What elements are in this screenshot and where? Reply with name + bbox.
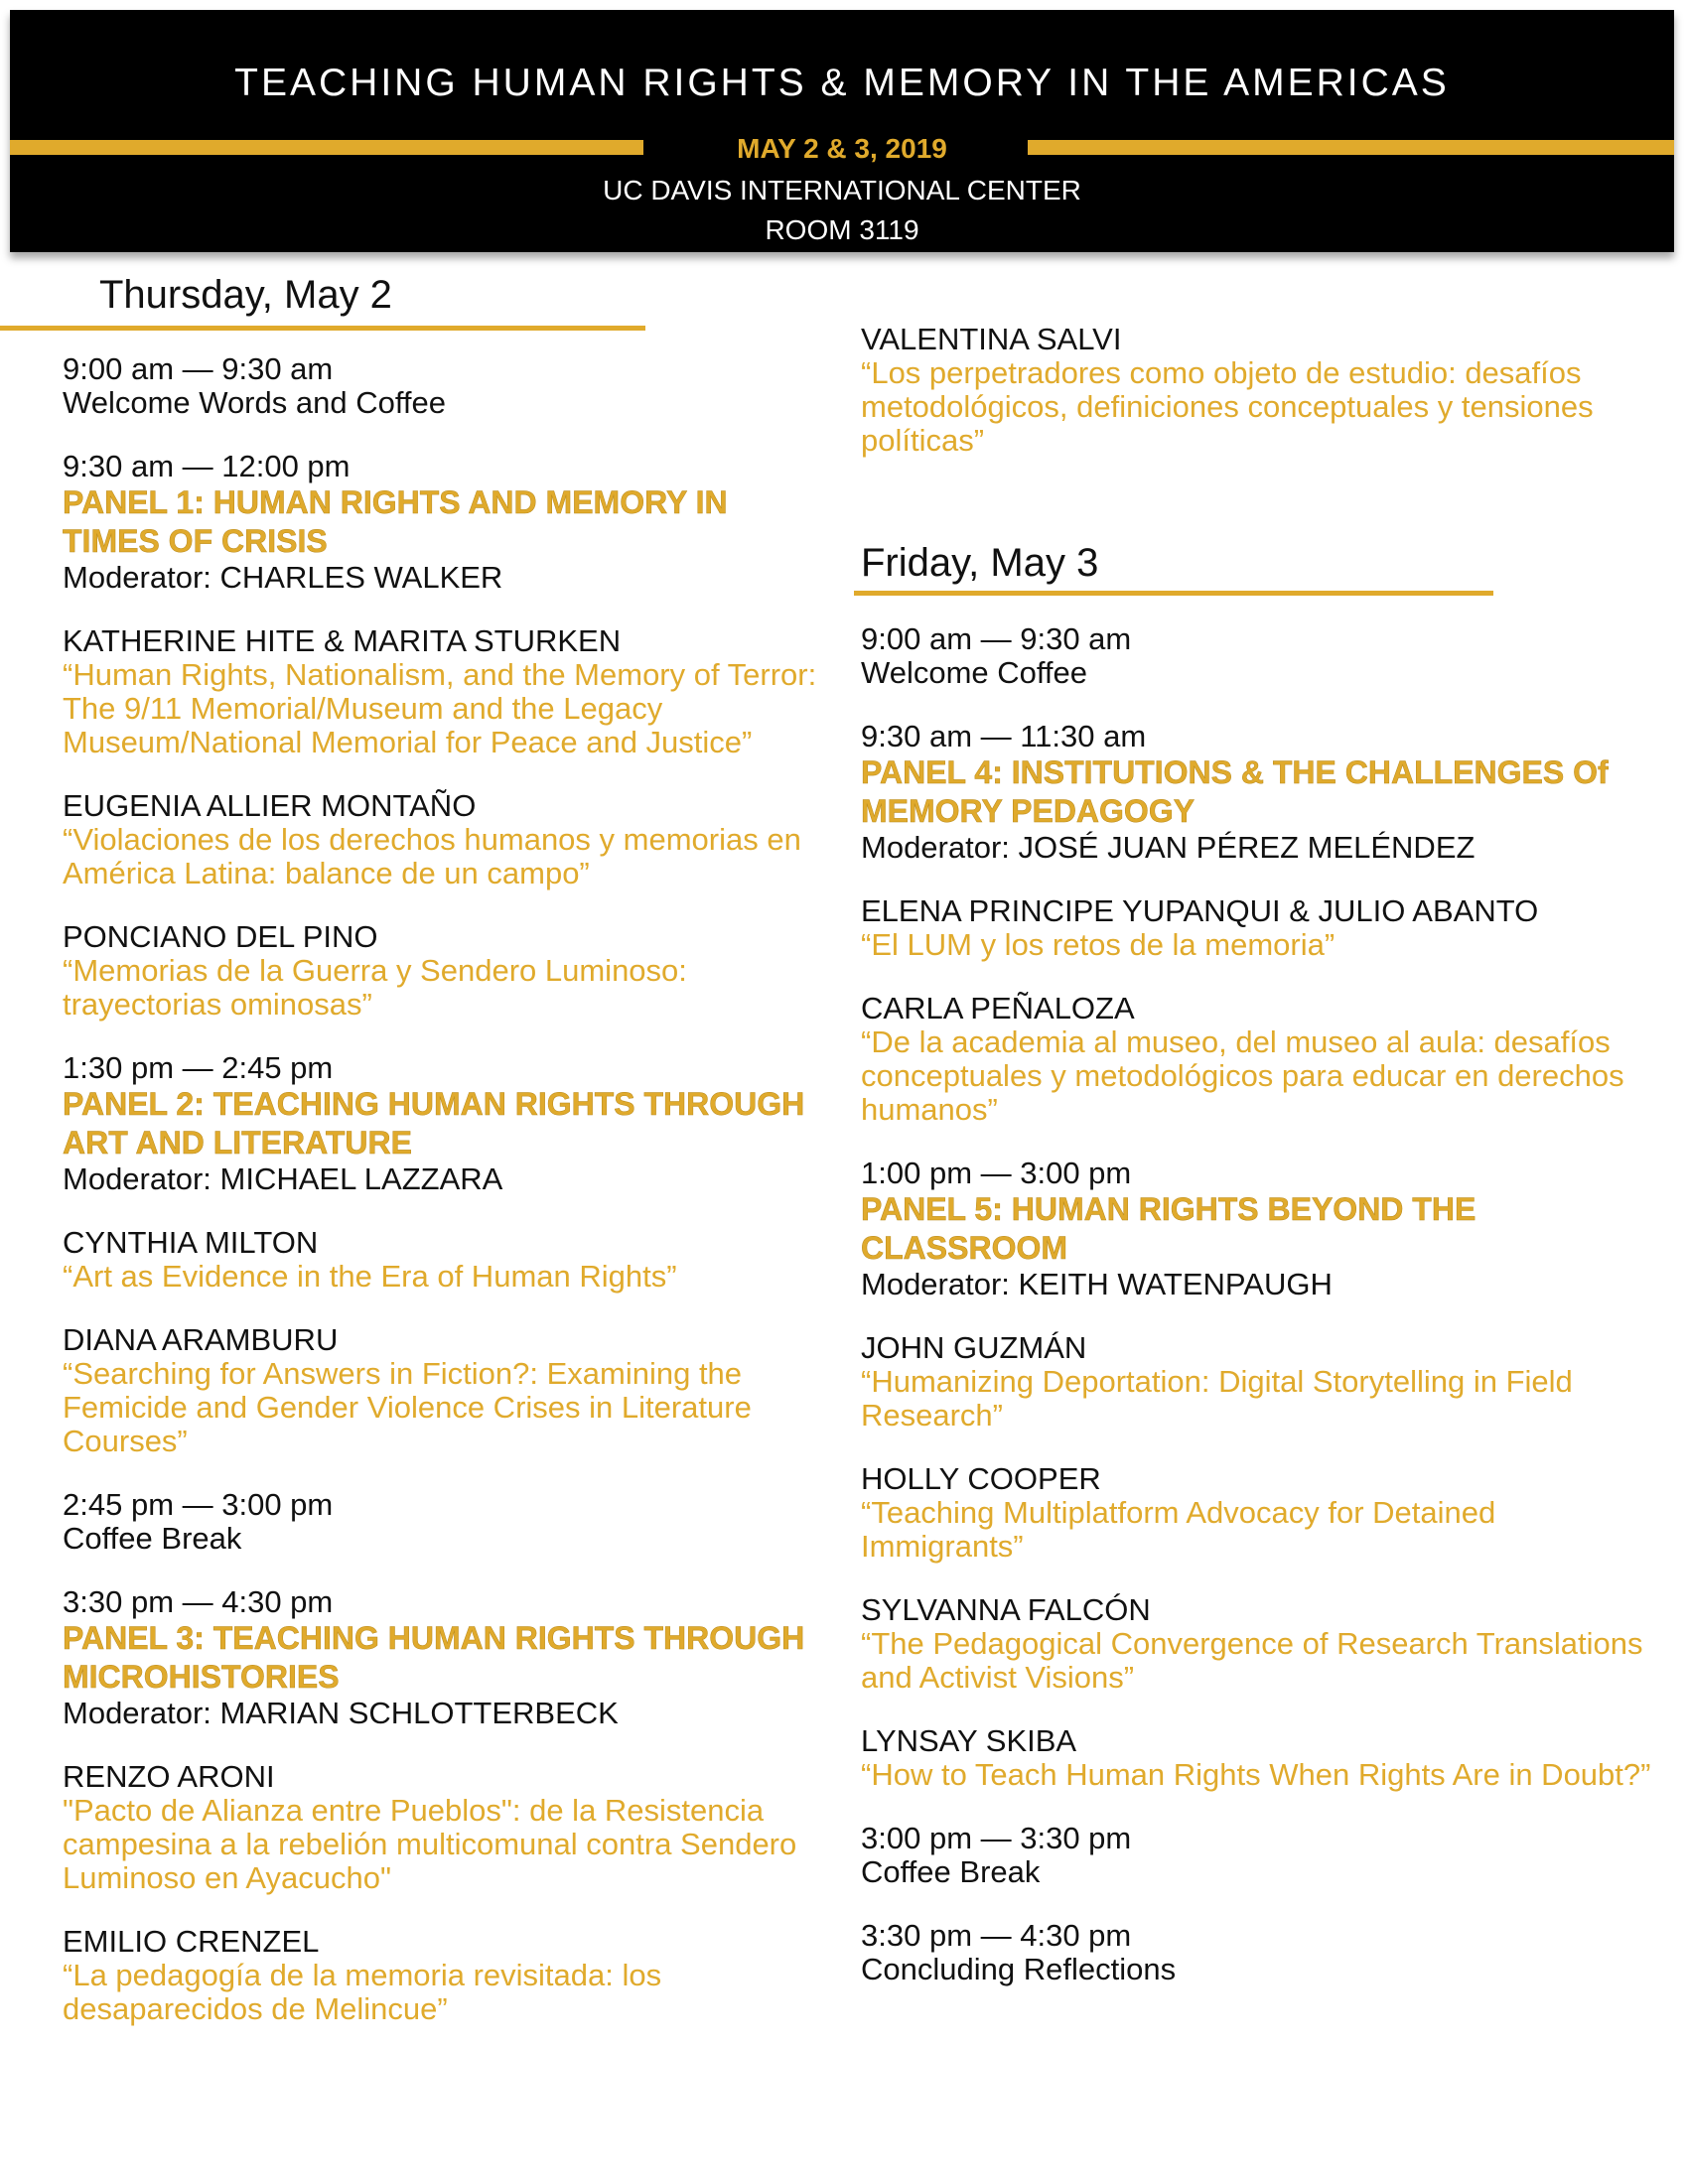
talk-title: “Violaciones de los derechos humanos y memorias en América Latina: balance de un campo” bbox=[63, 822, 801, 890]
session-time: 9:00 am — 9:30 am bbox=[63, 351, 334, 386]
speaker-name: VALENTINA SALVI bbox=[861, 322, 1122, 356]
session-block bbox=[63, 1226, 817, 1294]
session-block bbox=[63, 624, 817, 759]
session-block bbox=[861, 720, 1655, 865]
session-block bbox=[63, 1323, 817, 1458]
session-time: 3:00 pm — 3:30 pm bbox=[861, 1821, 1132, 1855]
friday-rule bbox=[854, 591, 1493, 596]
session-event: Welcome Coffee bbox=[861, 655, 1088, 690]
session-block bbox=[861, 1822, 1655, 1889]
header-banner bbox=[10, 10, 1674, 252]
session-block bbox=[63, 789, 817, 890]
session-time: 1:00 pm — 3:00 pm bbox=[861, 1156, 1132, 1190]
talk-title: “Memorias de la Guerra y Sendero Luminoso: trayectorias ominosas” bbox=[63, 953, 687, 1022]
speaker-name: EUGENIA ALLIER MONTAÑO bbox=[63, 788, 477, 823]
session-block bbox=[861, 1724, 1655, 1792]
session-time: 3:30 pm — 4:30 pm bbox=[861, 1918, 1132, 1953]
panel-title: PANEL 2: TEACHING HUMAN RIGHTS THROUGH ART AND LITERATURE bbox=[63, 1086, 805, 1160]
thursday-continued bbox=[861, 323, 1655, 487]
session-time: 9:30 am — 12:00 pm bbox=[63, 449, 351, 483]
session-block bbox=[861, 1157, 1655, 1301]
moderator: Moderator: JOSÉ JUAN PÉREZ MELÉNDEZ bbox=[861, 830, 1476, 865]
talk-title: “Art as Evidence in the Era of Human Rights” bbox=[63, 1259, 677, 1294]
speaker-name: RENZO ARONI bbox=[63, 1759, 275, 1794]
talk-title: “The Pedagogical Convergence of Research Translations and Activist Visions” bbox=[861, 1626, 1643, 1695]
event-date: MAY 2 & 3, 2019 bbox=[737, 133, 947, 164]
speaker-name: ELENA PRINCIPE YUPANQUI & JULIO ABANTO bbox=[861, 893, 1539, 928]
thursday-rule bbox=[0, 326, 645, 331]
session-block bbox=[63, 1925, 817, 2026]
moderator: Moderator: MICHAEL LAZZARA bbox=[63, 1161, 503, 1196]
talk-title: “Human Rights, Nationalism, and the Memory of Terror: The 9/11 Memorial/Museum and the Legacy Museum/National Memorial for Peace and Justice” bbox=[63, 657, 817, 759]
session-block bbox=[861, 1462, 1655, 1564]
speaker-name: LYNSAY SKIBA bbox=[861, 1723, 1077, 1758]
event-title: TEACHING HUMAN RIGHTS & MEMORY IN THE AMERICAS bbox=[234, 62, 1450, 104]
session-event: Coffee Break bbox=[63, 1521, 242, 1556]
speaker-name: SYLVANNA FALCÓN bbox=[861, 1592, 1151, 1627]
panel-title: PANEL 3: TEACHING HUMAN RIGHTS THROUGH MICROHISTORIES bbox=[63, 1620, 805, 1695]
session-block bbox=[63, 1051, 817, 1196]
session-time: 3:30 pm — 4:30 pm bbox=[63, 1584, 334, 1619]
thursday-schedule bbox=[63, 352, 817, 2056]
thursday-heading: Thursday, May 2 bbox=[99, 273, 392, 317]
session-block bbox=[63, 920, 817, 1022]
session-block bbox=[63, 1585, 817, 1730]
moderator: Moderator: KEITH WATENPAUGH bbox=[861, 1267, 1333, 1301]
session-block bbox=[861, 894, 1655, 962]
event-room: ROOM 3119 bbox=[765, 214, 919, 245]
talk-title: “La pedagogía de la memoria revisitada: los desaparecidos de Melincue” bbox=[63, 1958, 662, 2026]
session-time: 1:30 pm — 2:45 pm bbox=[63, 1050, 334, 1085]
session-block bbox=[63, 450, 817, 595]
moderator: Moderator: MARIAN SCHLOTTERBECK bbox=[63, 1696, 619, 1730]
speaker-name: JOHN GUZMÁN bbox=[861, 1330, 1087, 1365]
talk-title: "Pacto de Alianza entre Pueblos": de la Resistencia campesina a la rebelión multicomunal contra Sendero Luminoso en Ayacucho" bbox=[63, 1793, 797, 1895]
session-event: Coffee Break bbox=[861, 1854, 1041, 1889]
friday-schedule bbox=[861, 622, 1655, 2016]
talk-title: “De la academia al museo, del museo al aula: desafíos conceptuales y metodológicos para educar en derechos humanos” bbox=[861, 1024, 1624, 1127]
session-block bbox=[861, 323, 1655, 458]
speaker-name: HOLLY COOPER bbox=[861, 1461, 1101, 1496]
talk-title: “Humanizing Deportation: Digital Storytelling in Field Research” bbox=[861, 1364, 1573, 1433]
speaker-name: EMILIO CRENZEL bbox=[63, 1924, 320, 1959]
speaker-name: PONCIANO DEL PINO bbox=[63, 919, 378, 954]
session-time: 9:00 am — 9:30 am bbox=[861, 621, 1132, 656]
friday-heading: Friday, May 3 bbox=[861, 541, 1099, 585]
talk-title: “Los perpetradores como objeto de estudio: desafíos metodológicos, definiciones conceptuales y tensiones políticas” bbox=[861, 355, 1594, 458]
talk-title: “El LUM y los retos de la memoria” bbox=[861, 927, 1336, 962]
session-block bbox=[861, 1919, 1655, 1986]
speaker-name: CYNTHIA MILTON bbox=[63, 1225, 319, 1260]
talk-title: “How to Teach Human Rights When Rights Are in Doubt?” bbox=[861, 1757, 1651, 1792]
event-venue: UC DAVIS INTERNATIONAL CENTER bbox=[603, 175, 1081, 205]
session-block bbox=[63, 1760, 817, 1895]
panel-title: PANEL 1: HUMAN RIGHTS AND MEMORY IN TIMES OF CRISIS bbox=[63, 484, 728, 559]
speaker-name: CARLA PEÑALOZA bbox=[861, 991, 1135, 1025]
talk-title: “Teaching Multiplatform Advocacy for Detained Immigrants” bbox=[861, 1495, 1496, 1564]
session-time: 2:45 pm — 3:00 pm bbox=[63, 1487, 334, 1522]
session-block bbox=[63, 352, 817, 420]
session-block bbox=[861, 992, 1655, 1127]
speaker-name: DIANA ARAMBURU bbox=[63, 1322, 339, 1357]
session-block bbox=[63, 1488, 817, 1556]
session-block bbox=[861, 1593, 1655, 1695]
session-event: Concluding Reflections bbox=[861, 1952, 1177, 1986]
speaker-name: KATHERINE HITE & MARITA STURKEN bbox=[63, 623, 622, 658]
session-block bbox=[861, 1331, 1655, 1433]
panel-title: PANEL 5: HUMAN RIGHTS BEYOND THE CLASSROOM bbox=[861, 1191, 1477, 1266]
panel-title: PANEL 4: INSTITUTIONS & THE CHALLENGES Of MEMORY PEDAGOGY bbox=[861, 754, 1609, 829]
session-block bbox=[861, 622, 1655, 690]
talk-title: “Searching for Answers in Fiction?: Examining the Femicide and Gender Violence Crises in Literature Courses” bbox=[63, 1356, 752, 1458]
session-time: 9:30 am — 11:30 am bbox=[861, 719, 1147, 753]
moderator: Moderator: CHARLES WALKER bbox=[63, 560, 503, 595]
session-event: Welcome Words and Coffee bbox=[63, 385, 446, 420]
